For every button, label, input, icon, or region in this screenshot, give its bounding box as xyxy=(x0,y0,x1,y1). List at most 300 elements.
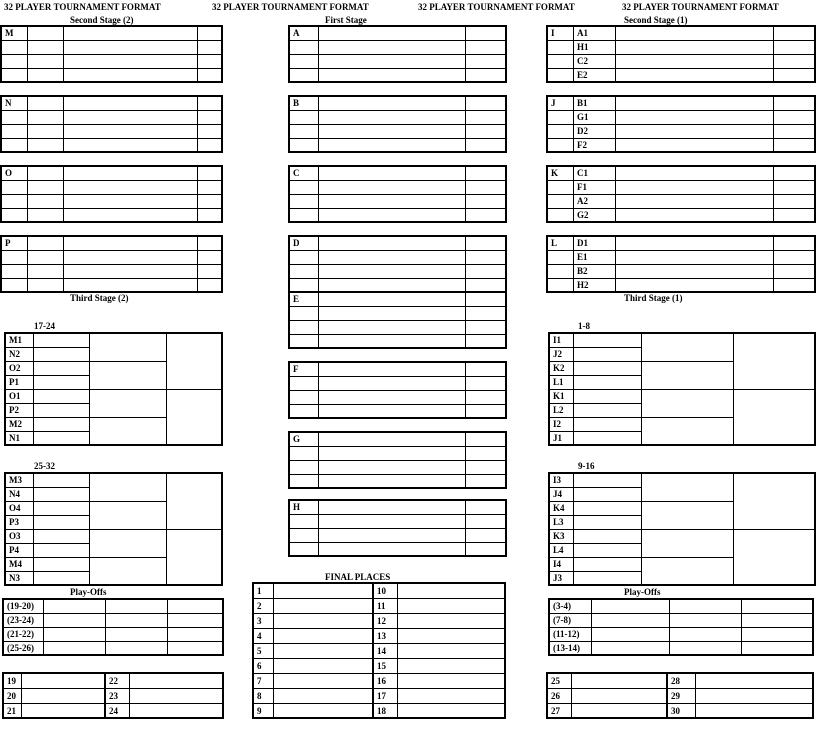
place-entry[interactable] xyxy=(696,704,812,719)
table-cell[interactable] xyxy=(319,27,466,41)
place-entry[interactable] xyxy=(274,599,374,614)
bracket-round2-cell[interactable] xyxy=(642,558,734,586)
table-cell[interactable]: (25-26) xyxy=(4,642,44,656)
table-cell[interactable] xyxy=(106,642,168,656)
table-cell[interactable] xyxy=(319,515,466,529)
table-cell[interactable] xyxy=(670,642,742,656)
table-cell[interactable] xyxy=(466,139,505,153)
table-cell[interactable] xyxy=(290,321,319,335)
bracket-round3-cell[interactable] xyxy=(734,390,814,446)
table-cell[interactable] xyxy=(466,335,505,349)
table-cell[interactable] xyxy=(290,181,319,195)
table-cell[interactable] xyxy=(64,125,198,139)
table-cell[interactable] xyxy=(319,97,466,111)
table-cell[interactable] xyxy=(64,195,198,209)
bracket-round2-cell[interactable] xyxy=(642,418,734,446)
table-cell[interactable] xyxy=(44,642,106,656)
table-cell[interactable] xyxy=(28,125,64,139)
table-cell[interactable]: C1 xyxy=(574,167,616,181)
table-cell[interactable] xyxy=(198,139,221,153)
bracket-entry[interactable] xyxy=(34,348,90,362)
bracket-entry[interactable] xyxy=(34,488,90,502)
table-cell[interactable] xyxy=(319,69,466,83)
table-cell[interactable] xyxy=(319,391,466,405)
table-cell[interactable] xyxy=(28,167,64,181)
table-cell[interactable] xyxy=(64,111,198,125)
bracket-round2-cell[interactable] xyxy=(90,418,167,446)
table-cell[interactable] xyxy=(319,195,466,209)
table-cell[interactable] xyxy=(290,265,319,279)
place-entry[interactable] xyxy=(22,704,106,719)
bracket-round2-cell[interactable] xyxy=(90,334,167,362)
bracket-entry[interactable] xyxy=(574,390,642,404)
table-cell[interactable] xyxy=(319,167,466,181)
table-cell[interactable] xyxy=(548,139,574,153)
table-cell[interactable]: (23-24) xyxy=(4,614,44,628)
bracket-entry[interactable] xyxy=(574,488,642,502)
place-entry[interactable] xyxy=(398,704,504,719)
table-cell[interactable] xyxy=(616,139,774,153)
table-cell[interactable]: K xyxy=(548,167,574,181)
table-cell[interactable]: L xyxy=(548,237,574,251)
table-cell[interactable] xyxy=(44,600,106,614)
table-cell[interactable] xyxy=(616,195,774,209)
table-cell[interactable] xyxy=(319,237,466,251)
table-cell[interactable] xyxy=(616,265,774,279)
table-cell[interactable] xyxy=(466,125,505,139)
bracket-round2-cell[interactable] xyxy=(90,362,167,390)
bracket-entry[interactable] xyxy=(574,362,642,376)
table-cell[interactable]: (13-14) xyxy=(550,642,592,656)
table-cell[interactable] xyxy=(28,237,64,251)
table-cell[interactable]: B xyxy=(290,97,319,111)
table-cell[interactable] xyxy=(466,529,505,543)
table-cell[interactable] xyxy=(64,97,198,111)
table-cell[interactable] xyxy=(290,405,319,419)
table-cell[interactable] xyxy=(319,363,466,377)
place-entry[interactable] xyxy=(572,689,668,704)
table-cell[interactable] xyxy=(290,543,319,557)
table-cell[interactable] xyxy=(28,209,64,223)
table-cell[interactable] xyxy=(168,600,222,614)
table-cell[interactable] xyxy=(466,461,505,475)
table-cell[interactable]: B1 xyxy=(574,97,616,111)
table-cell[interactable]: D1 xyxy=(574,237,616,251)
table-cell[interactable] xyxy=(466,55,505,69)
table-cell[interactable]: H2 xyxy=(574,279,616,293)
table-cell[interactable] xyxy=(2,209,28,223)
table-cell[interactable] xyxy=(319,461,466,475)
table-cell[interactable]: E xyxy=(290,293,319,307)
table-cell[interactable] xyxy=(592,642,670,656)
table-cell[interactable] xyxy=(466,111,505,125)
table-cell[interactable]: B2 xyxy=(574,265,616,279)
table-cell[interactable] xyxy=(319,335,466,349)
table-cell[interactable] xyxy=(2,69,28,83)
place-entry[interactable] xyxy=(274,689,374,704)
bracket-entry[interactable] xyxy=(34,544,90,558)
table-cell[interactable] xyxy=(774,265,814,279)
table-cell[interactable] xyxy=(774,195,814,209)
table-cell[interactable] xyxy=(28,265,64,279)
place-entry[interactable] xyxy=(130,704,222,719)
bracket-entry[interactable] xyxy=(34,474,90,488)
table-cell[interactable] xyxy=(64,279,198,293)
table-cell[interactable] xyxy=(466,237,505,251)
bracket-round2-cell[interactable] xyxy=(90,390,167,418)
table-cell[interactable] xyxy=(290,41,319,55)
table-cell[interactable] xyxy=(466,97,505,111)
table-cell[interactable] xyxy=(64,69,198,83)
table-cell[interactable] xyxy=(319,529,466,543)
table-cell[interactable] xyxy=(774,125,814,139)
place-entry[interactable] xyxy=(398,584,504,599)
table-cell[interactable] xyxy=(290,307,319,321)
bracket-entry[interactable] xyxy=(574,432,642,446)
table-cell[interactable] xyxy=(2,111,28,125)
table-cell[interactable] xyxy=(548,111,574,125)
table-cell[interactable] xyxy=(64,181,198,195)
table-cell[interactable] xyxy=(198,69,221,83)
table-cell[interactable] xyxy=(774,181,814,195)
table-cell[interactable]: F1 xyxy=(574,181,616,195)
table-cell[interactable] xyxy=(466,195,505,209)
table-cell[interactable] xyxy=(28,41,64,55)
table-cell[interactable] xyxy=(319,405,466,419)
table-cell[interactable] xyxy=(774,279,814,293)
bracket-entry[interactable] xyxy=(574,474,642,488)
table-cell[interactable] xyxy=(64,27,198,41)
table-cell[interactable] xyxy=(198,167,221,181)
table-cell[interactable] xyxy=(616,69,774,83)
table-cell[interactable] xyxy=(28,69,64,83)
table-cell[interactable] xyxy=(64,251,198,265)
place-entry[interactable] xyxy=(398,659,504,674)
bracket-entry[interactable] xyxy=(574,376,642,390)
table-cell[interactable] xyxy=(28,55,64,69)
place-entry[interactable] xyxy=(274,659,374,674)
place-entry[interactable] xyxy=(398,614,504,629)
table-cell[interactable] xyxy=(28,251,64,265)
bracket-round3-cell[interactable] xyxy=(734,334,814,390)
table-cell[interactable] xyxy=(290,209,319,223)
table-cell[interactable] xyxy=(670,628,742,642)
table-cell[interactable] xyxy=(290,515,319,529)
table-cell[interactable] xyxy=(548,55,574,69)
bracket-entry[interactable] xyxy=(34,530,90,544)
table-cell[interactable]: (7-8) xyxy=(550,614,592,628)
table-cell[interactable] xyxy=(742,642,812,656)
place-entry[interactable] xyxy=(22,689,106,704)
table-cell[interactable] xyxy=(592,614,670,628)
table-cell[interactable] xyxy=(774,55,814,69)
table-cell[interactable] xyxy=(548,69,574,83)
bracket-round2-cell[interactable] xyxy=(642,502,734,530)
table-cell[interactable] xyxy=(616,167,774,181)
table-cell[interactable]: J xyxy=(548,97,574,111)
bracket-round2-cell[interactable] xyxy=(642,334,734,362)
table-cell[interactable] xyxy=(774,139,814,153)
bracket-round2-cell[interactable] xyxy=(642,362,734,390)
table-cell[interactable] xyxy=(616,111,774,125)
bracket-round2-cell[interactable] xyxy=(642,390,734,418)
place-entry[interactable] xyxy=(398,629,504,644)
bracket-round2-cell[interactable] xyxy=(642,474,734,502)
table-cell[interactable] xyxy=(548,181,574,195)
table-cell[interactable] xyxy=(319,307,466,321)
table-cell[interactable]: C xyxy=(290,167,319,181)
table-cell[interactable] xyxy=(168,642,222,656)
table-cell[interactable] xyxy=(2,41,28,55)
place-entry[interactable] xyxy=(696,674,812,689)
place-entry[interactable] xyxy=(572,674,668,689)
bracket-round3-cell[interactable] xyxy=(167,474,221,530)
table-cell[interactable] xyxy=(168,628,222,642)
table-cell[interactable] xyxy=(319,181,466,195)
table-cell[interactable] xyxy=(742,628,812,642)
table-cell[interactable] xyxy=(106,628,168,642)
place-entry[interactable] xyxy=(274,644,374,659)
bracket-entry[interactable] xyxy=(34,404,90,418)
table-cell[interactable] xyxy=(774,251,814,265)
table-cell[interactable] xyxy=(198,111,221,125)
table-cell[interactable] xyxy=(548,251,574,265)
table-cell[interactable]: (3-4) xyxy=(550,600,592,614)
table-cell[interactable]: G1 xyxy=(574,111,616,125)
table-cell[interactable] xyxy=(106,600,168,614)
table-cell[interactable]: (21-22) xyxy=(4,628,44,642)
table-cell[interactable] xyxy=(319,265,466,279)
table-cell[interactable]: O xyxy=(2,167,28,181)
table-cell[interactable]: G2 xyxy=(574,209,616,223)
bracket-entry[interactable] xyxy=(34,572,90,586)
table-cell[interactable] xyxy=(466,377,505,391)
table-cell[interactable] xyxy=(198,27,221,41)
bracket-round3-cell[interactable] xyxy=(167,390,221,446)
table-cell[interactable] xyxy=(774,209,814,223)
table-cell[interactable]: P xyxy=(2,237,28,251)
table-cell[interactable]: (11-12) xyxy=(550,628,592,642)
table-cell[interactable] xyxy=(616,125,774,139)
table-cell[interactable] xyxy=(28,139,64,153)
table-cell[interactable] xyxy=(198,125,221,139)
table-cell[interactable] xyxy=(28,279,64,293)
table-cell[interactable]: A1 xyxy=(574,27,616,41)
table-cell[interactable] xyxy=(64,139,198,153)
table-cell[interactable] xyxy=(670,600,742,614)
bracket-entry[interactable] xyxy=(574,334,642,348)
table-cell[interactable] xyxy=(319,475,466,489)
table-cell[interactable] xyxy=(290,251,319,265)
table-cell[interactable] xyxy=(466,69,505,83)
bracket-round3-cell[interactable] xyxy=(167,530,221,586)
table-cell[interactable] xyxy=(319,55,466,69)
table-cell[interactable] xyxy=(466,543,505,557)
table-cell[interactable]: E1 xyxy=(574,251,616,265)
table-cell[interactable] xyxy=(548,265,574,279)
table-cell[interactable] xyxy=(319,125,466,139)
place-entry[interactable] xyxy=(130,689,222,704)
table-cell[interactable] xyxy=(466,251,505,265)
table-cell[interactable] xyxy=(290,447,319,461)
table-cell[interactable] xyxy=(28,111,64,125)
table-cell[interactable] xyxy=(548,209,574,223)
table-cell[interactable] xyxy=(319,433,466,447)
place-entry[interactable] xyxy=(130,674,222,689)
table-cell[interactable] xyxy=(319,293,466,307)
table-cell[interactable] xyxy=(2,125,28,139)
table-cell[interactable]: H1 xyxy=(574,41,616,55)
table-cell[interactable] xyxy=(2,55,28,69)
table-cell[interactable] xyxy=(44,614,106,628)
table-cell[interactable] xyxy=(466,293,505,307)
table-cell[interactable] xyxy=(319,447,466,461)
place-entry[interactable] xyxy=(398,644,504,659)
table-cell[interactable] xyxy=(592,600,670,614)
table-cell[interactable] xyxy=(290,377,319,391)
bracket-entry[interactable] xyxy=(34,558,90,572)
table-cell[interactable] xyxy=(319,111,466,125)
table-cell[interactable] xyxy=(319,251,466,265)
bracket-round3-cell[interactable] xyxy=(167,334,221,390)
table-cell[interactable] xyxy=(548,41,574,55)
table-cell[interactable] xyxy=(548,125,574,139)
table-cell[interactable] xyxy=(319,41,466,55)
place-entry[interactable] xyxy=(398,689,504,704)
table-cell[interactable] xyxy=(466,515,505,529)
bracket-entry[interactable] xyxy=(34,390,90,404)
bracket-round3-cell[interactable] xyxy=(734,530,814,586)
table-cell[interactable] xyxy=(319,139,466,153)
table-cell[interactable] xyxy=(466,321,505,335)
place-entry[interactable] xyxy=(274,584,374,599)
bracket-round2-cell[interactable] xyxy=(90,530,167,558)
table-cell[interactable] xyxy=(198,237,221,251)
table-cell[interactable] xyxy=(616,27,774,41)
bracket-entry[interactable] xyxy=(574,418,642,432)
table-cell[interactable] xyxy=(466,209,505,223)
table-cell[interactable] xyxy=(616,55,774,69)
bracket-entry[interactable] xyxy=(574,404,642,418)
table-cell[interactable] xyxy=(319,501,466,515)
table-cell[interactable] xyxy=(198,55,221,69)
table-cell[interactable] xyxy=(466,41,505,55)
table-cell[interactable] xyxy=(466,307,505,321)
bracket-entry[interactable] xyxy=(574,516,642,530)
bracket-entry[interactable] xyxy=(34,418,90,432)
table-cell[interactable] xyxy=(198,181,221,195)
bracket-entry[interactable] xyxy=(574,558,642,572)
table-cell[interactable] xyxy=(44,628,106,642)
bracket-entry[interactable] xyxy=(34,432,90,446)
table-cell[interactable] xyxy=(466,167,505,181)
table-cell[interactable] xyxy=(2,139,28,153)
table-cell[interactable] xyxy=(548,279,574,293)
table-cell[interactable] xyxy=(466,181,505,195)
table-cell[interactable] xyxy=(319,321,466,335)
table-cell[interactable] xyxy=(774,69,814,83)
table-cell[interactable] xyxy=(198,251,221,265)
bracket-round2-cell[interactable] xyxy=(90,558,167,586)
table-cell[interactable]: F2 xyxy=(574,139,616,153)
table-cell[interactable] xyxy=(290,391,319,405)
place-entry[interactable] xyxy=(398,599,504,614)
table-cell[interactable] xyxy=(64,265,198,279)
table-cell[interactable] xyxy=(28,181,64,195)
table-cell[interactable] xyxy=(106,614,168,628)
table-cell[interactable] xyxy=(290,335,319,349)
bracket-entry[interactable] xyxy=(34,362,90,376)
table-cell[interactable] xyxy=(198,97,221,111)
bracket-entry[interactable] xyxy=(34,334,90,348)
place-entry[interactable] xyxy=(274,614,374,629)
table-cell[interactable]: F xyxy=(290,363,319,377)
table-cell[interactable] xyxy=(198,279,221,293)
table-cell[interactable] xyxy=(2,195,28,209)
table-cell[interactable] xyxy=(2,251,28,265)
table-cell[interactable] xyxy=(774,27,814,41)
table-cell[interactable] xyxy=(466,501,505,515)
table-cell[interactable]: C2 xyxy=(574,55,616,69)
place-entry[interactable] xyxy=(274,704,374,719)
table-cell[interactable] xyxy=(548,195,574,209)
table-cell[interactable]: D2 xyxy=(574,125,616,139)
place-entry[interactable] xyxy=(696,689,812,704)
table-cell[interactable] xyxy=(28,97,64,111)
table-cell[interactable] xyxy=(616,97,774,111)
table-cell[interactable] xyxy=(466,405,505,419)
table-cell[interactable]: D xyxy=(290,237,319,251)
table-cell[interactable] xyxy=(319,543,466,557)
table-cell[interactable] xyxy=(290,125,319,139)
table-cell[interactable] xyxy=(290,529,319,543)
bracket-entry[interactable] xyxy=(574,348,642,362)
table-cell[interactable] xyxy=(592,628,670,642)
bracket-round2-cell[interactable] xyxy=(642,530,734,558)
table-cell[interactable]: N xyxy=(2,97,28,111)
table-cell[interactable] xyxy=(774,111,814,125)
table-cell[interactable] xyxy=(198,265,221,279)
bracket-entry[interactable] xyxy=(574,530,642,544)
place-entry[interactable] xyxy=(274,629,374,644)
table-cell[interactable] xyxy=(290,55,319,69)
bracket-entry[interactable] xyxy=(34,516,90,530)
table-cell[interactable] xyxy=(2,265,28,279)
table-cell[interactable] xyxy=(198,195,221,209)
table-cell[interactable] xyxy=(774,167,814,181)
table-cell[interactable] xyxy=(616,181,774,195)
table-cell[interactable] xyxy=(168,614,222,628)
place-entry[interactable] xyxy=(274,674,374,689)
table-cell[interactable] xyxy=(774,97,814,111)
table-cell[interactable] xyxy=(616,279,774,293)
table-cell[interactable] xyxy=(64,55,198,69)
table-cell[interactable] xyxy=(2,279,28,293)
table-cell[interactable] xyxy=(198,41,221,55)
table-cell[interactable] xyxy=(742,614,812,628)
table-cell[interactable] xyxy=(64,209,198,223)
table-cell[interactable]: I xyxy=(548,27,574,41)
bracket-round2-cell[interactable] xyxy=(90,474,167,502)
place-entry[interactable] xyxy=(22,674,106,689)
table-cell[interactable] xyxy=(319,377,466,391)
table-cell[interactable] xyxy=(290,195,319,209)
table-cell[interactable] xyxy=(64,237,198,251)
table-cell[interactable] xyxy=(466,265,505,279)
table-cell[interactable] xyxy=(290,69,319,83)
table-cell[interactable]: G xyxy=(290,433,319,447)
table-cell[interactable] xyxy=(616,237,774,251)
